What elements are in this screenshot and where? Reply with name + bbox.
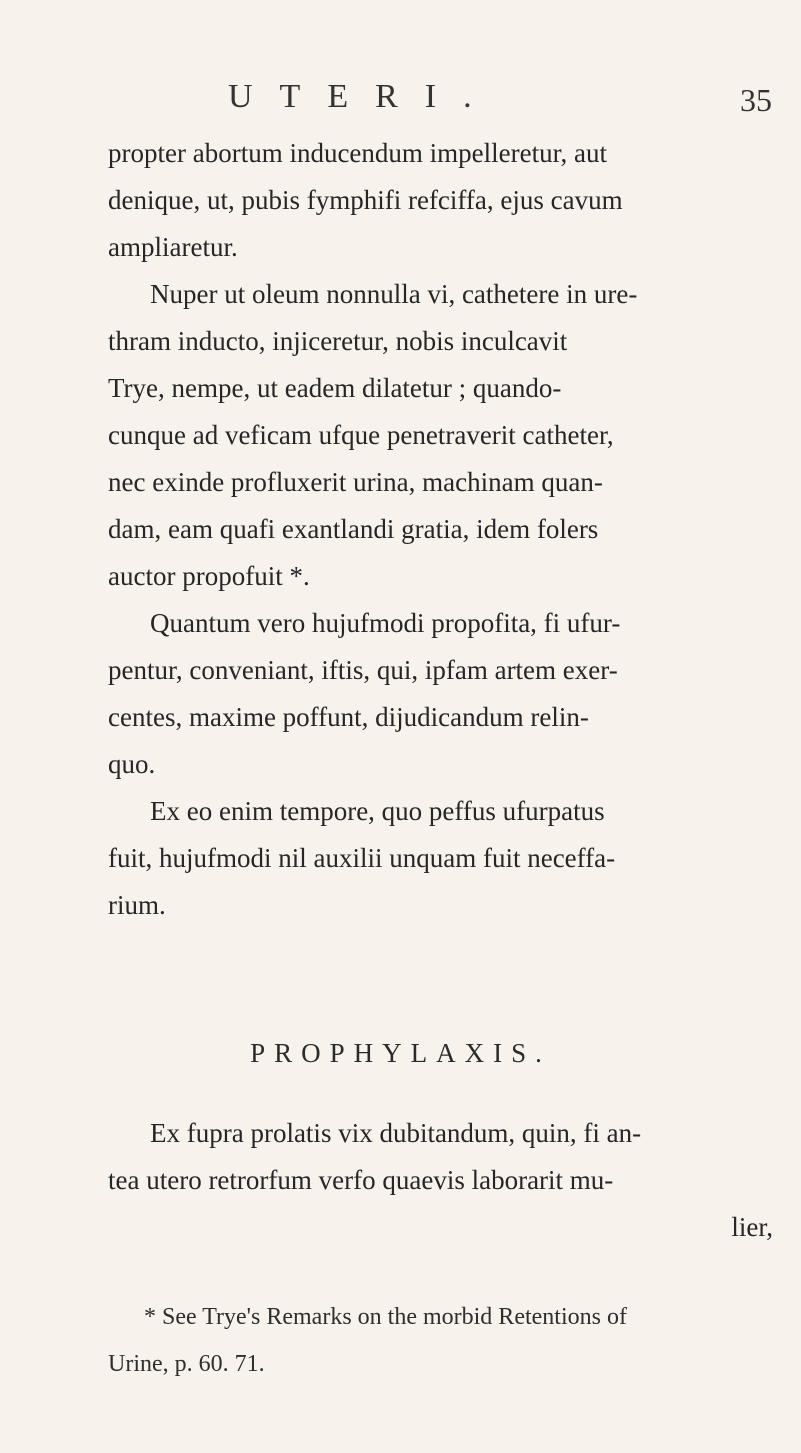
section-text [108,1110,773,1251]
text-line: nec exinde profluxerit urina, machinam quan- [108,467,603,497]
text-line: fuit, hujufmodi nil auxilii unquam fuit neceffa- [108,843,616,873]
text-line: propter abortum inducendum impelleretur, aut [108,138,608,168]
text-line: quo. [108,749,156,779]
footnote [108,1297,778,1391]
footnote-line: Urine, p. 60. 71. [108,1351,265,1377]
text-line: ampliaretur. [108,232,238,262]
text-line: auctor propofuit *. [108,561,310,591]
text-line: cunque ad veficam ufque penetraverit catheter, [108,420,614,450]
running-head: UTERI. [228,78,499,115]
page-number: 35 [740,82,772,118]
text-line: thram inducto, injiceretur, nobis inculcavit [108,326,568,356]
text-line: rium. [108,890,166,920]
section-heading: PROPHYLAXIS. [250,1038,551,1068]
text-line: dam, eam quafi exantlandi gratia, idem folers [108,514,599,544]
text-line: Ex fupra prolatis vix dubitandum, quin, fi an- [150,1118,642,1148]
text-line: Nuper ut oleum nonnulla vi, cathetere in ure- [150,279,638,309]
text-line: Trye, nempe, ut eadem dilatetur ; quando- [108,373,562,403]
text-line: pentur, conveniant, iftis, qui, ipfam artem exer- [108,655,618,685]
text-line: Quantum vero hujufmodi propofita, fi ufur- [150,608,621,638]
text-line: Ex eo enim tempore, quo peffus ufurpatus [150,796,605,826]
catchword-line: lier, [731,1212,773,1242]
page-header [0,78,801,128]
body-text [108,130,773,929]
text-line: tea utero retrorfum verfo quaevis laborarit mu- [108,1165,614,1195]
footnote-line: * See Trye's Remarks on the morbid Retentions of [144,1304,627,1330]
text-line: centes, maxime poffunt, dijudicandum relin- [108,702,589,732]
text-line: denique, ut, pubis fymphifi refciffa, ejus cavum [108,185,623,215]
